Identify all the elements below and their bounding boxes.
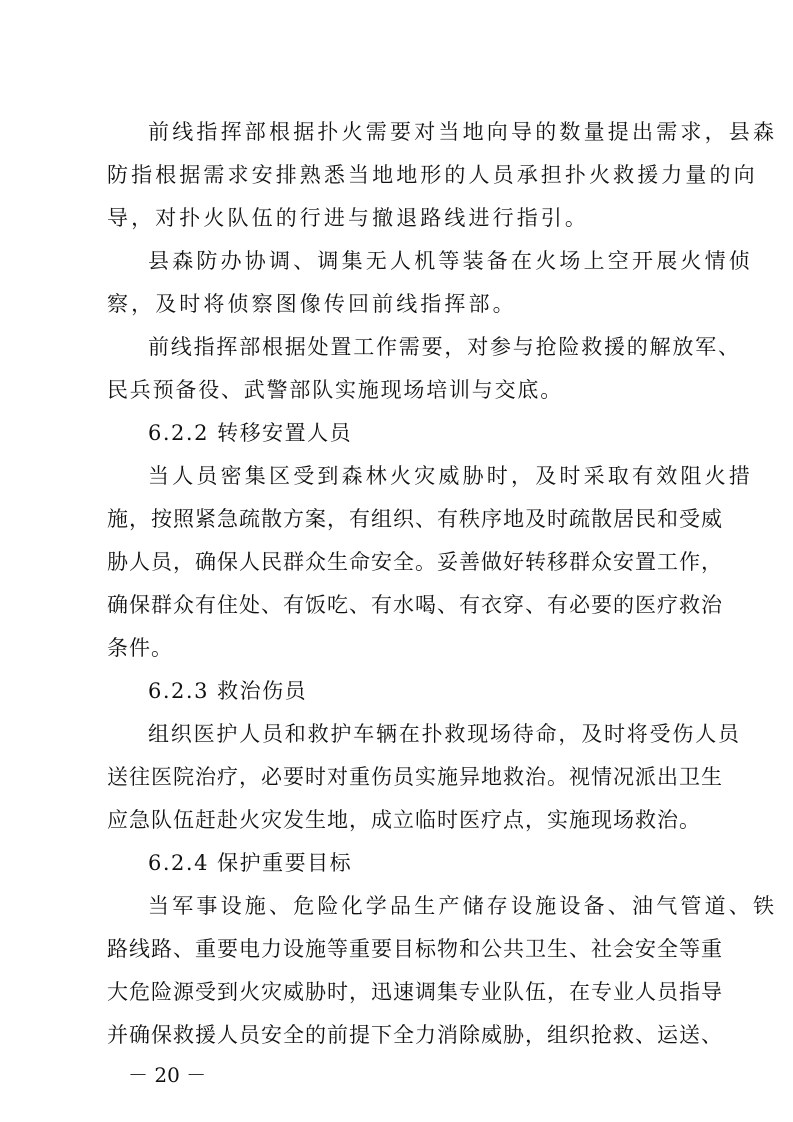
paragraph-line: 导，对扑火队伍的行进与撤退路线进行指引。 [107, 206, 589, 230]
paragraph-line: 前线指挥部根据扑火需要对当地向导的数量提出需求，县森 [148, 120, 778, 144]
paragraph-line: 路线路、重要电力设施等重要目标物和公共卫生、社会安全等重 [107, 937, 723, 961]
paragraph-line: 大危险源受到火灾威胁时，迅速调集专业队伍，在专业人员指导 [107, 980, 723, 1004]
paragraph-line: 送往医院治疗，必要时对重伤员实施异地救治。视情况派出卫生 [107, 765, 723, 789]
section-heading: 6.2.3 救治伤员 [148, 679, 308, 703]
paragraph-line: 组织医护人员和救护车辆在扑救现场待命，及时将受伤人员 [148, 722, 741, 746]
paragraph-line: 当人员密集区受到森林火灾威胁时，及时采取有效阻火措 [148, 464, 753, 488]
paragraph-line: 民兵预备役、武警部队实施现场培训与交底。 [107, 378, 563, 402]
page-number: － 20 － [128, 1063, 207, 1087]
paragraph-line: 前线指挥部根据处置工作需要，对参与抢险救援的解放军、 [148, 335, 741, 359]
section-heading: 6.2.4 保护重要目标 [148, 851, 353, 875]
section-heading: 6.2.2 转移安置人员 [148, 421, 353, 445]
paragraph-line: 防指根据需求安排熟悉当地地形的人员承担扑火救援力量的向 [107, 163, 758, 187]
paragraph-line: 胁人员，确保人民群众生命安全。妥善做好转移群众安置工作， [107, 550, 723, 574]
paragraph-line: 应急队伍赶赴火灾发生地，成立临时医疗点，实施现场救治。 [107, 808, 701, 832]
paragraph-line: 察，及时将侦察图像传回前线指挥部。 [107, 292, 517, 316]
paragraph-line: 并确保救援人员安全的前提下全力消除威胁，组织抢救、运送、 [107, 1023, 723, 1047]
paragraph-line: 确保群众有住处、有饭吃、有水喝、有衣穿、有必要的医疗救治 [107, 593, 723, 617]
paragraph-line: 县森防办协调、调集无人机等装备在火场上空开展火情侦 [148, 249, 753, 273]
paragraph-line: 条件。 [107, 636, 173, 660]
paragraph-line: 施，按照紧急疏散方案，有组织、有秩序地及时疏散居民和受威 [107, 507, 723, 531]
paragraph-line: 当军事设施、危险化学品生产储存设施设备、油气管道、铁 [148, 894, 778, 918]
